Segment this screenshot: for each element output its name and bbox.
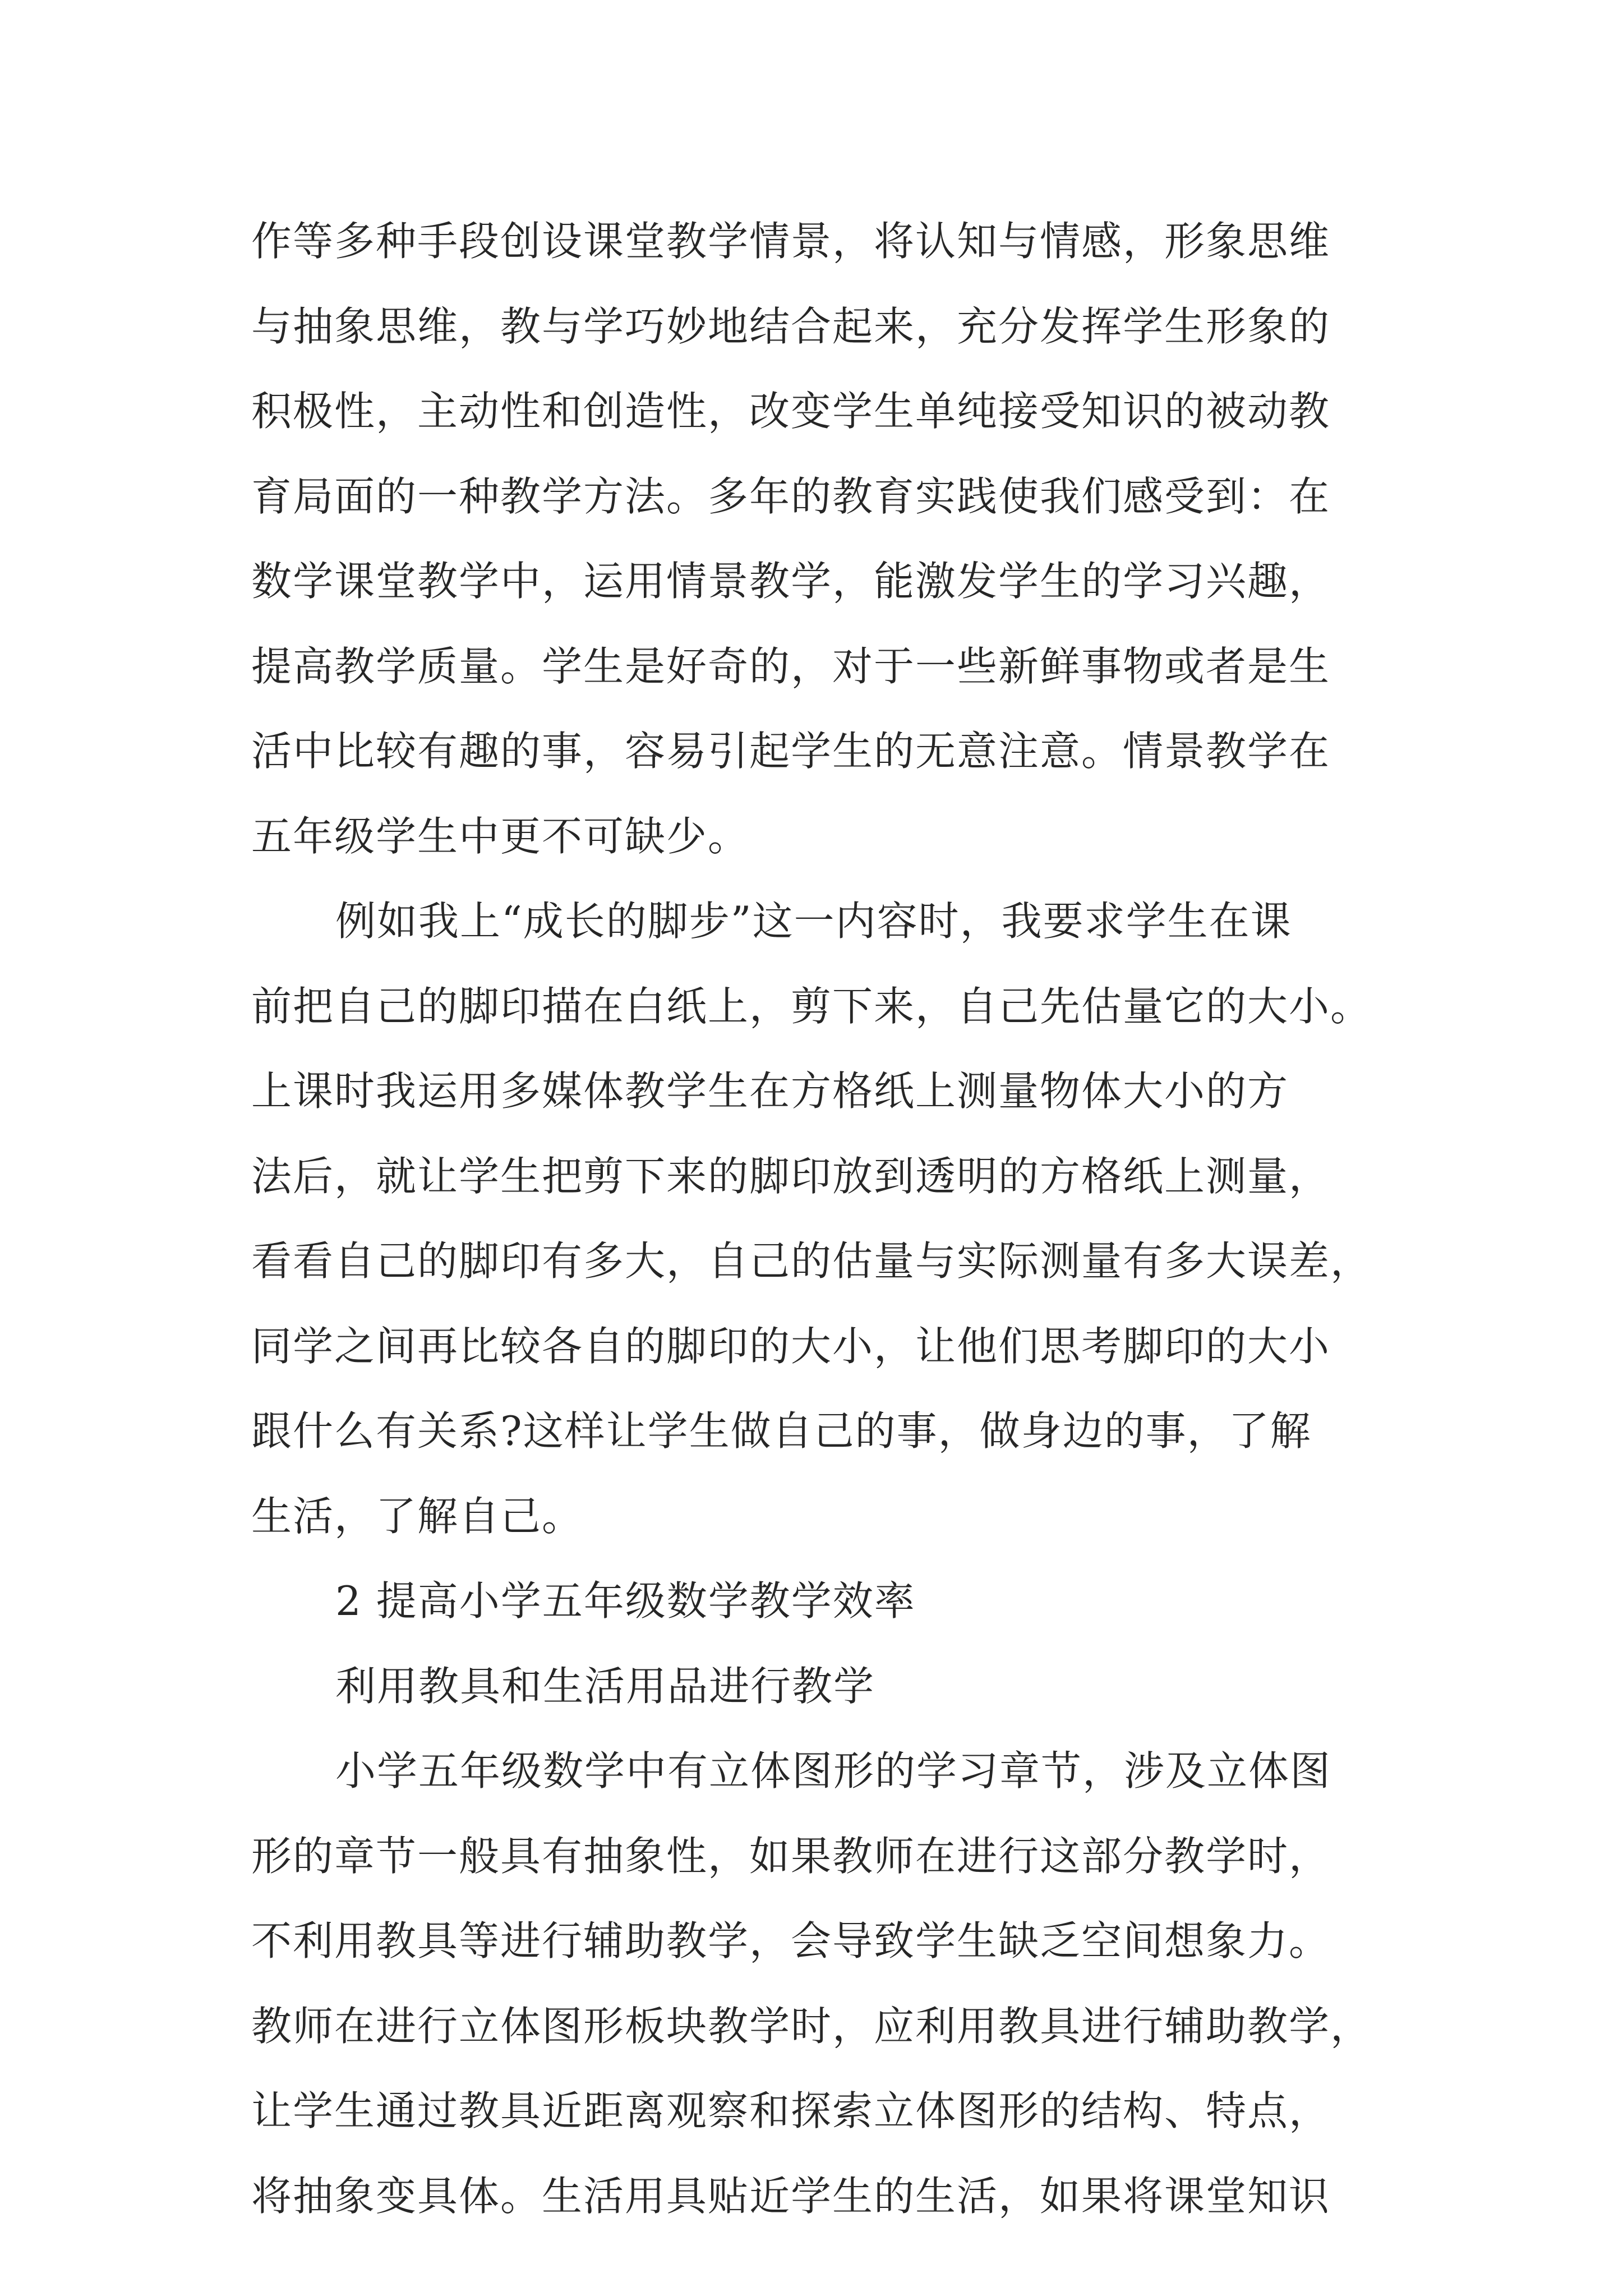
text-line: 不利用教具等进行辅助教学，会导致学生缺乏空间想象力。 (251, 1917, 1331, 1964)
body-text (251, 199, 1384, 2239)
section-heading: 2 提高小学五年级数学教学效率 (335, 1577, 916, 1625)
text-line: 看看自己的脚印有多大，自己的估量与实际测量有多大误差， (251, 1237, 1372, 1285)
text-line: 育局面的一种教学方法。多年的教育实践使我们感受到：在 (251, 472, 1331, 520)
text-line: 跟什么有关系?这样让学生做自己的事，做身边的事，了解 (251, 1407, 1312, 1455)
text-line: 前把自己的脚印描在白纸上，剪下来，自己先估量它的大小。 (251, 982, 1372, 1030)
text-line: 让学生通过教具近距离观察和探索立体图形的结构、特点， (251, 2087, 1331, 2134)
text-line: 形的章节一般具有抽象性，如果教师在进行这部分教学时， (251, 1832, 1331, 1880)
subsection-heading: 利用教具和生活用品进行教学 (335, 1662, 875, 1710)
paragraph-start-line: 例如我上“成长的脚步”这一内容时，我要求学生在课 (335, 898, 1292, 945)
text-line: 与抽象思维，教与学巧妙地结合起来，充分发挥学生形象的 (251, 302, 1331, 350)
text-line: 生活，了解自己。 (251, 1492, 584, 1540)
paragraph-start-line: 小学五年级数学中有立体图形的学习章节，涉及立体图 (335, 1747, 1332, 1795)
text-line: 上课时我运用多媒体教学生在方格纸上测量物体大小的方 (251, 1068, 1289, 1115)
text-line: 数学课堂教学中，运用情景教学，能激发学生的学习兴趣， (251, 558, 1331, 605)
text-line: 教师在进行立体图形板块教学时，应利用教具进行辅助教学， (251, 2002, 1372, 2050)
text-line: 提高教学质量。学生是好奇的，对于一些新鲜事物或者是生 (251, 642, 1331, 690)
text-line: 法后，就让学生把剪下来的脚印放到透明的方格纸上测量， (251, 1152, 1331, 1200)
text-line: 将抽象变具体。生活用具贴近学生的生活，如果将课堂知识 (251, 2172, 1331, 2220)
text-line: 积极性，主动性和创造性，改变学生单纯接受知识的被动教 (251, 388, 1331, 435)
text-line: 作等多种手段创设课堂教学情景，将认知与情感，形象思维 (251, 218, 1331, 265)
text-line: 同学之间再比较各自的脚印的大小，让他们思考脚印的大小 (251, 1322, 1331, 1370)
text-line: 五年级学生中更不可缺少。 (251, 812, 750, 860)
text-line: 活中比较有趣的事，容易引起学生的无意注意。情景教学在 (251, 728, 1331, 775)
